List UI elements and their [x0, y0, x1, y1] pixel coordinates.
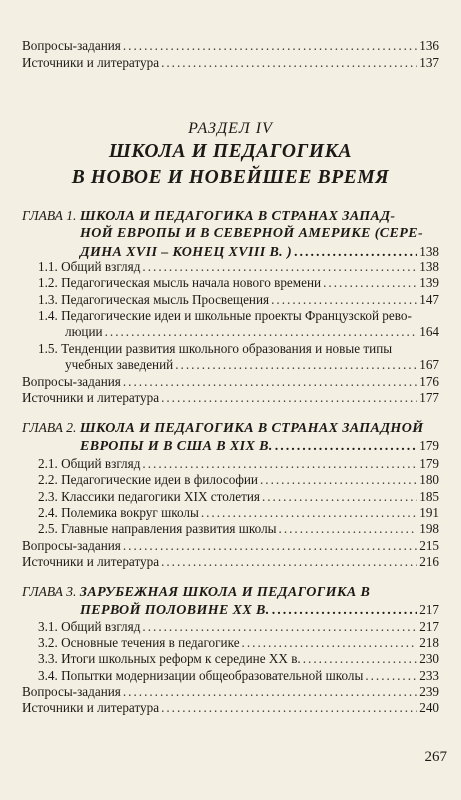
toc-entry	[22, 374, 439, 390]
entry-page: 176	[419, 374, 439, 389]
entry-page: 177	[419, 390, 439, 405]
toc-entry	[22, 684, 439, 700]
toc-entry	[22, 538, 439, 554]
chapter-label: ГЛАВА 3.	[22, 584, 77, 599]
chapter-page: 179	[419, 438, 439, 453]
entry-page: 164	[419, 324, 439, 339]
chapter-title: ШКОЛА И ПЕДАГОГИКА В СТРАНАХ ЗАПАДНОЙ	[79, 421, 424, 436]
entry-page: 233	[419, 668, 439, 683]
toc-entry	[65, 357, 439, 373]
entry-page: 147	[419, 292, 439, 307]
entry-title: 3.3. Итоги школьных реформ к середине XX в.	[38, 651, 301, 666]
toc-entry	[38, 651, 439, 667]
toc-entry	[65, 324, 439, 340]
toc-entry	[38, 456, 439, 472]
chapter-label: ГЛАВА 2.	[22, 420, 77, 435]
leader-dots	[365, 668, 417, 684]
entry-title: 1.3. Педагогическая мысль Просвещения	[38, 292, 270, 307]
leader-dots	[323, 275, 417, 291]
entry-title: Источники и литература	[22, 390, 160, 405]
entry-title: 2.3. Классики педагогики XIX столетия	[38, 489, 260, 504]
entry-title: Вопросы-задания	[22, 538, 121, 553]
chapter-heading-line	[22, 583, 370, 601]
entry-title: Вопросы-задания	[22, 684, 121, 699]
entry-page: 240	[419, 700, 439, 715]
entry-page: 179	[419, 456, 439, 471]
toc-entry	[22, 700, 439, 716]
chapter-heading-last-line	[80, 437, 439, 455]
entry-title: 1.4. Педагогические идеи и школьные проекты Французской рево-	[38, 308, 412, 323]
entry-page: 136	[419, 38, 439, 53]
entry-page: 167	[419, 357, 439, 372]
entry-page: 180	[419, 472, 439, 487]
entry-page: 138	[419, 259, 439, 274]
entry-page: 217	[419, 619, 439, 634]
entry-title: Источники и литература	[22, 700, 160, 715]
chapter-title: ДИНА XVII – КОНЕЦ XVIII В. )	[80, 245, 293, 260]
leader-dots	[260, 472, 417, 488]
chapter-title: ЕВРОПЫ И В США В XIX В.	[80, 439, 273, 454]
section-title-line1: ШКОЛА И ПЕДАГОГИКА	[108, 141, 353, 162]
toc-entry	[38, 489, 439, 505]
section-title-line2: В НОВОЕ И НОВЕЙШЕЕ ВРЕМЯ	[71, 167, 390, 188]
leader-dots	[123, 684, 417, 700]
chapter-label: ГЛАВА 1.	[22, 208, 77, 223]
entry-title: 2.5. Главные направления развития школы	[38, 521, 277, 536]
chapter-heading-line	[22, 207, 395, 225]
entry-title: Вопросы-задания	[22, 374, 121, 389]
entry-page: 137	[419, 55, 439, 70]
leader-dots	[175, 357, 417, 373]
page-number: 267	[424, 749, 447, 765]
leader-dots	[105, 324, 418, 340]
toc-entry	[38, 275, 439, 291]
entry-title: Источники и литература	[22, 554, 160, 569]
leader-dots	[242, 635, 418, 651]
toc-entry	[22, 554, 439, 570]
toc-entry	[38, 292, 439, 308]
entry-title: 3.4. Попытки модернизации общеобразовательной школы	[38, 668, 364, 683]
entry-page: 198	[419, 521, 439, 536]
chapter-page: 217	[419, 602, 439, 617]
chapter-heading-line	[80, 225, 423, 242]
entry-page: 218	[419, 635, 439, 650]
entry-title: 3.2. Основные течения в педагогике	[38, 635, 240, 650]
leader-dots	[142, 619, 417, 635]
toc-entry	[38, 668, 439, 684]
leader-dots	[201, 505, 417, 521]
entry-page: 215	[419, 538, 439, 553]
entry-page: 216	[419, 554, 439, 569]
leader-dots	[123, 374, 417, 390]
leader-dots	[303, 651, 417, 667]
entry-title: Источники и литература	[22, 55, 160, 70]
toc-entry	[38, 521, 439, 537]
leader-dots	[161, 390, 417, 406]
toc-entry	[38, 259, 439, 275]
chapter-heading-last-line	[80, 601, 439, 619]
leader-dots	[123, 538, 417, 554]
leader-dots	[275, 438, 417, 455]
toc-entry	[38, 635, 439, 651]
chapter-title: НОЙ ЕВРОПЫ И В СЕВЕРНОЙ АМЕРИКЕ (СЕРЕ-	[80, 226, 424, 241]
chapter-title: ШКОЛА И ПЕДАГОГИКА В СТРАНАХ ЗАПАД-	[79, 209, 396, 224]
toc-entry	[22, 38, 439, 54]
chapter-title: ЗАРУБЕЖНАЯ ШКОЛА И ПЕДАГОГИКА В	[79, 585, 371, 600]
leader-dots	[161, 55, 417, 71]
entry-title: 2.4. Полемика вокруг школы	[38, 505, 199, 520]
chapter-heading-line	[22, 419, 424, 437]
entry-page: 139	[419, 275, 439, 290]
leader-dots	[271, 292, 417, 308]
entry-title: 1.1. Общий взгляд	[38, 259, 141, 274]
chapter-title: ПЕРВОЙ ПОЛОВИНЕ XX В.	[80, 603, 270, 618]
toc-entry	[22, 390, 439, 406]
leader-dots	[142, 456, 417, 472]
toc-entry	[22, 55, 439, 71]
leader-dots	[123, 38, 417, 54]
leader-dots	[279, 521, 418, 537]
toc-entry	[38, 619, 439, 635]
entry-page: 185	[419, 489, 439, 504]
leader-dots	[142, 259, 417, 275]
entry-page: 239	[419, 684, 439, 699]
entry-title: 2.1. Общий взгляд	[38, 456, 141, 471]
entry-title: 1.2. Педагогическая мысль начала нового времени	[38, 275, 322, 290]
entry-page: 191	[419, 505, 439, 520]
toc-entry	[38, 472, 439, 488]
leader-dots	[161, 554, 417, 570]
entry-title-cont: учебных заведений	[65, 357, 174, 372]
entry-title-cont: люции	[65, 324, 103, 339]
toc-entry	[38, 505, 439, 521]
entry-page: 230	[419, 651, 439, 666]
entry-title: 1.5. Тенденции развития школьного образования и новые типы	[38, 341, 393, 356]
entry-title: Вопросы-задания	[22, 38, 121, 53]
section-label: РАЗДЕЛ IV	[188, 120, 273, 137]
leader-dots	[161, 700, 417, 716]
chapter-page: 138	[419, 244, 439, 259]
leader-dots	[272, 602, 418, 619]
entry-title: 3.1. Общий взгляд	[38, 619, 141, 634]
entry-title: 2.2. Педагогические идеи в философии	[38, 472, 258, 487]
leader-dots	[262, 489, 417, 505]
